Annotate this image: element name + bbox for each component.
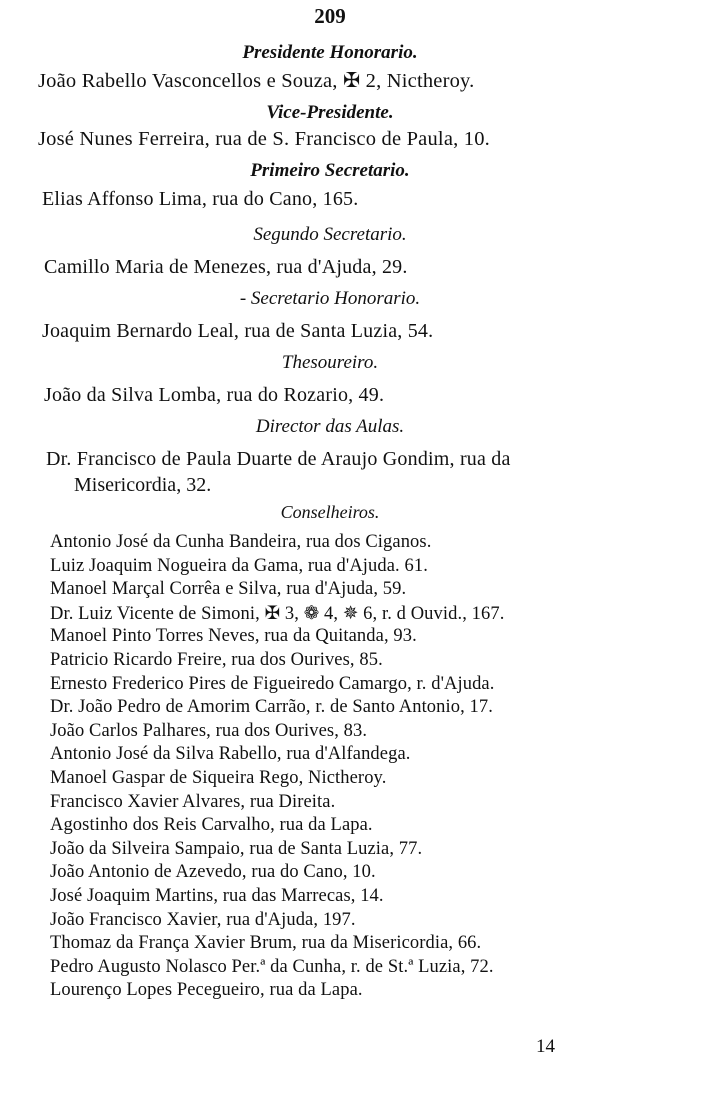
council-member-entry: Agostinho dos Reis Carvalho, rua da Lapa. (50, 815, 373, 836)
heading-segundo-secretario: Segundo Secretario. (253, 224, 407, 245)
council-member-entry: Dr. Luiz Vicente de Simoni, ✠ 3, ❁ 4, ✵ 6, r. d Ouvid., 167. (50, 603, 505, 624)
entry-director-das-aulas-continuation: Misericordia, 32. (74, 474, 212, 496)
heading-vice-presidente: Vice-Presidente. (266, 102, 394, 123)
entry-director-das-aulas: Dr. Francisco de Paula Duarte de Araujo Gondim, rua da (46, 448, 511, 470)
council-member-entry: José Joaquim Martins, rua das Marrecas, 14. (50, 886, 384, 906)
signature-mark: 14 (536, 1036, 555, 1057)
council-member-entry: Lourenço Lopes Pecegueiro, rua da Lapa. (50, 980, 363, 1001)
heading-secretario-honorario: - Secretario Honorario. (239, 288, 421, 309)
council-member-entry: Pedro Augusto Nolasco Per.ª da Cunha, r. de St.ª Luzia, 72. (50, 956, 494, 977)
entry-vice-presidente: José Nunes Ferreira, rua de S. Francisco de Paula, 10. (38, 128, 491, 150)
council-member-entry: Manoel Marçal Corrêa e Silva, rua d'Ajuda, 59. (50, 579, 407, 600)
heading-presidente-honorario: Presidente Honorario. (242, 42, 418, 63)
entry-segundo-secretario: Camillo Maria de Menezes, rua d'Ajuda, 29. (44, 256, 408, 278)
heading-primeiro-secretario: Primeiro Secretario. (250, 160, 410, 181)
council-member-entry: Antonio José da Silva Rabello, rua d'Alfandega. (50, 744, 411, 765)
council-member-entry: João Antonio de Azevedo, rua do Cano, 10. (50, 862, 376, 883)
council-member-entry: Antonio José da Cunha Bandeira, rua dos Ciganos. (50, 532, 432, 552)
entry-secretario-honorario: Joaquim Bernardo Leal, rua de Santa Luzia, 54. (42, 320, 434, 342)
council-member-entry: Dr. João Pedro de Amorim Carrão, r. de Santo Antonio, 17. (50, 697, 493, 718)
council-member-entry: Luiz Joaquim Nogueira da Gama, rua d'Ajuda. 61. (50, 555, 428, 576)
council-member-entry: João Carlos Palhares, rua dos Ourives, 83. (50, 720, 368, 741)
entry-thesoureiro: João da Silva Lomba, rua do Rozario, 49. (44, 384, 385, 406)
council-member-entry: Ernesto Frederico Pires de Figueiredo Camargo, r. d'Ajuda. (50, 673, 495, 694)
council-member-entry: Francisco Xavier Alvares, rua Direita. (50, 791, 336, 812)
heading-thesoureiro: Thesoureiro. (281, 352, 379, 373)
council-member-entry: Manoel Gaspar de Siqueira Rego, Nictheroy. (50, 768, 387, 788)
council-member-entry: João Francisco Xavier, rua d'Ajuda, 197. (50, 909, 356, 930)
entry-primeiro-secretario: Elias Affonso Lima, rua do Cano, 165. (42, 188, 359, 210)
entry-presidente-honorario: João Rabello Vasconcellos e Souza, ✠ 2, Nictheroy. (38, 70, 475, 92)
council-member-entry: João da Silveira Sampaio, rua de Santa Luzia, 77. (50, 838, 423, 859)
heading-director-das-aulas: Director das Aulas. (255, 416, 405, 437)
council-member-entry: Thomaz da França Xavier Brum, rua da Misericordia, 66. (50, 933, 482, 954)
page-number: 209 (314, 4, 346, 28)
heading-conselheiros: Conselheiros. (280, 502, 380, 522)
council-member-entry: Manoel Pinto Torres Neves, rua da Quitanda, 93. (50, 626, 417, 647)
council-member-entry: Patricio Ricardo Freire, rua dos Ourives, 85. (50, 650, 383, 670)
